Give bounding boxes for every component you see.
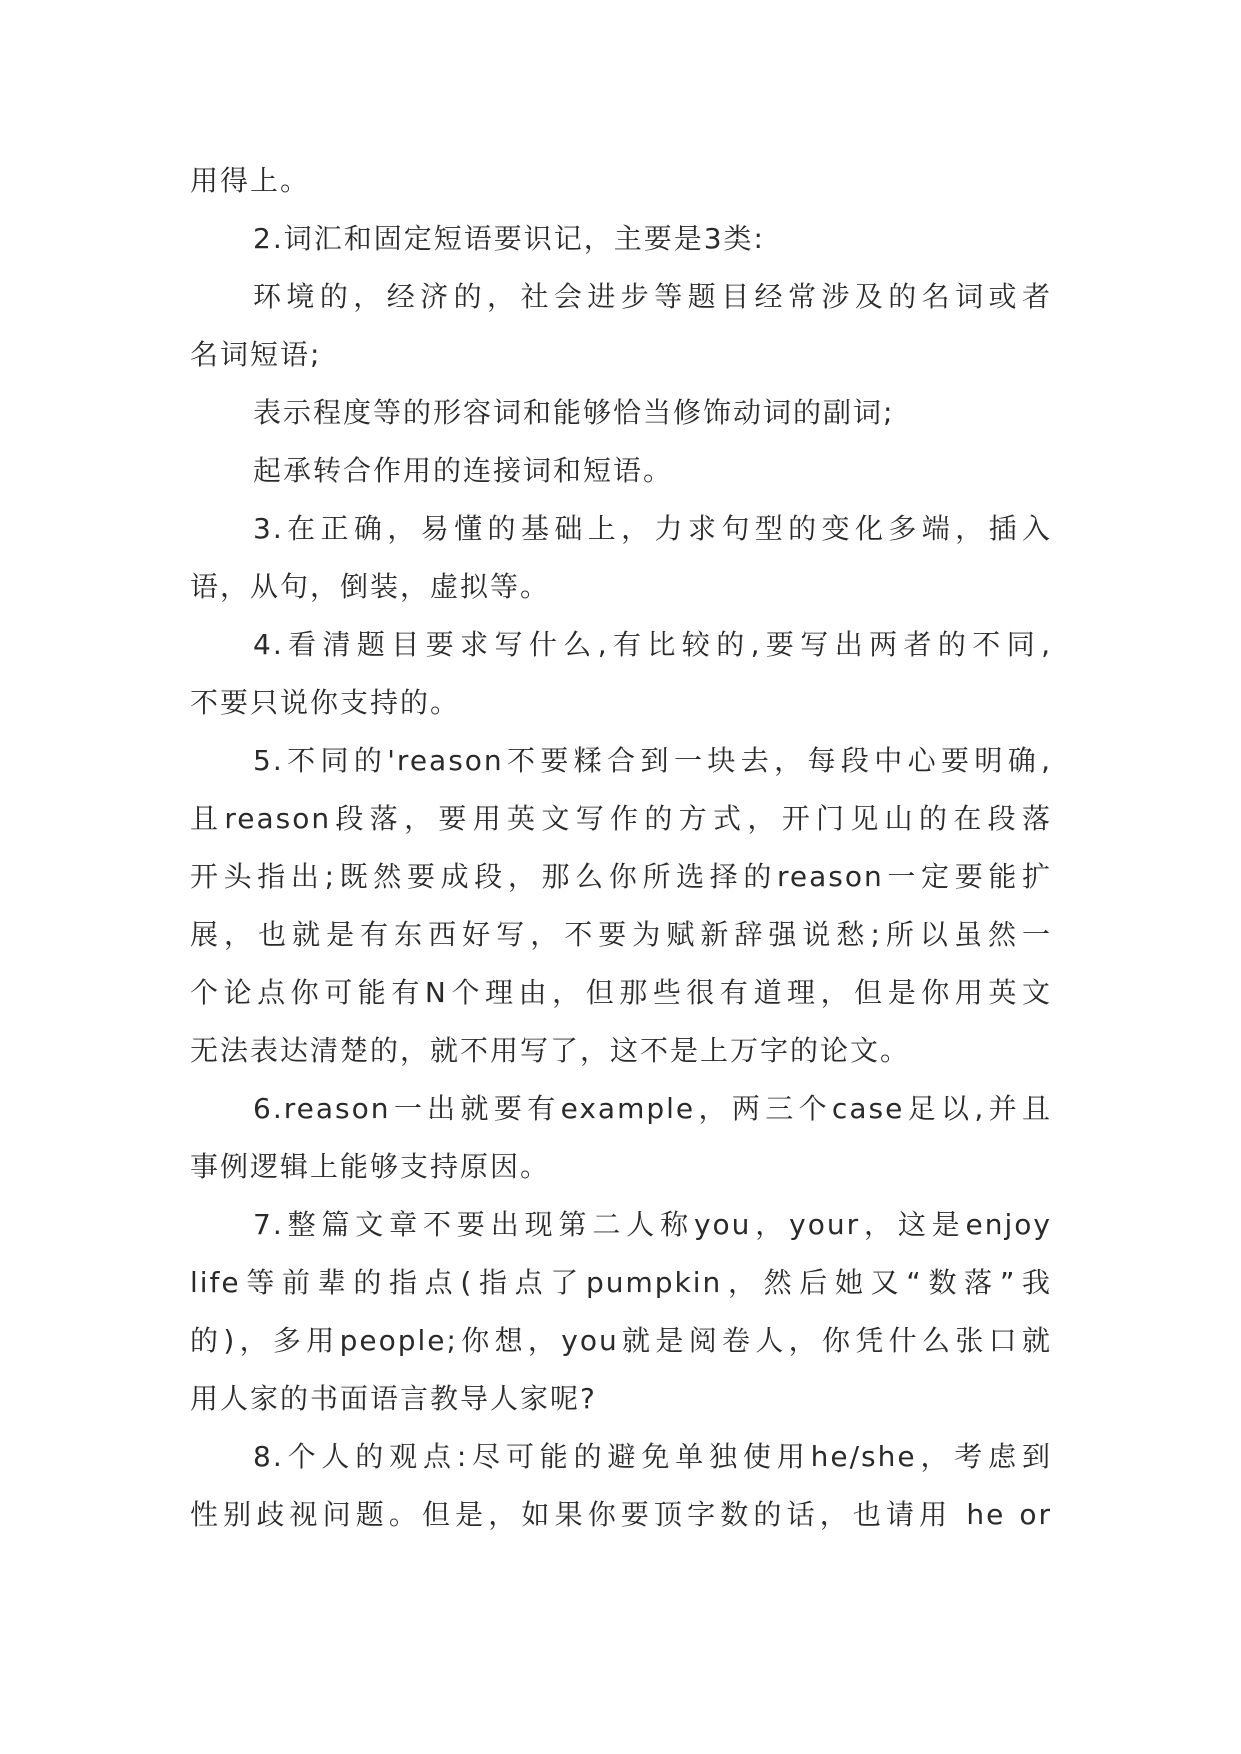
text-line: 4.看清题目要求写什么,有比较的,要写出两者的不同, xyxy=(253,628,1052,661)
text-line: 表示程度等的形容词和能够恰当修饰动词的副词; xyxy=(253,396,895,429)
text-line: 不要只说你支持的。 xyxy=(190,686,461,719)
text-line: 个论点你可能有N个理由，但那些很有道理，但是你用英文 xyxy=(190,976,1052,1009)
text-line: 环境的，经济的，社会进步等题目经常涉及的名词或者 xyxy=(253,280,1052,313)
text-line: 名词短语; xyxy=(190,338,322,371)
text-line: 事例逻辑上能够支持原因。 xyxy=(190,1150,551,1183)
text-line: 3.在正确，易懂的基础上，力求句型的变化多端，插入 xyxy=(253,512,1052,545)
text-line: 7.整篇文章不要出现第二人称you，your，这是enjoy xyxy=(253,1208,1052,1241)
text-line: 无法表达清楚的，就不用写了，这不是上万字的论文。 xyxy=(190,1034,911,1067)
text-line: 性别歧视问题。但是，如果你要顶字数的话，也请用 he or xyxy=(190,1498,1052,1531)
text-line: 起承转合作用的连接词和短语。 xyxy=(253,454,674,487)
text-line: 展，也就是有东西好写，不要为赋新辞强说愁;所以虽然一 xyxy=(190,918,1052,951)
text-line: 8.个人的观点:尽可能的避免单独使用he/she，考虑到 xyxy=(253,1440,1052,1473)
text-line: 2.词汇和固定短语要识记，主要是3类: xyxy=(253,222,765,255)
text-line: 开头指出;既然要成段，那么你所选择的reason一定要能扩 xyxy=(190,860,1052,893)
text-line: 的)，多用people;你想，you就是阅卷人，你凭什么张口就 xyxy=(190,1324,1052,1357)
text-line: 且reason段落，要用英文写作的方式，开门见山的在段落 xyxy=(190,802,1052,835)
text-line: 6.reason一出就要有example，两三个case足以,并且 xyxy=(253,1092,1052,1125)
text-line: 语，从句，倒装，虚拟等。 xyxy=(190,570,551,603)
text-line: 用人家的书面语言教导人家呢? xyxy=(190,1382,597,1415)
document-body xyxy=(190,152,1052,1544)
text-line: 5.不同的'reason不要糅合到一块去，每段中心要明确, xyxy=(253,744,1052,777)
text-line: life等前辈的指点(指点了pumpkin，然后她又“数落”我 xyxy=(190,1266,1052,1299)
text-line: 用得上。 xyxy=(190,164,311,197)
